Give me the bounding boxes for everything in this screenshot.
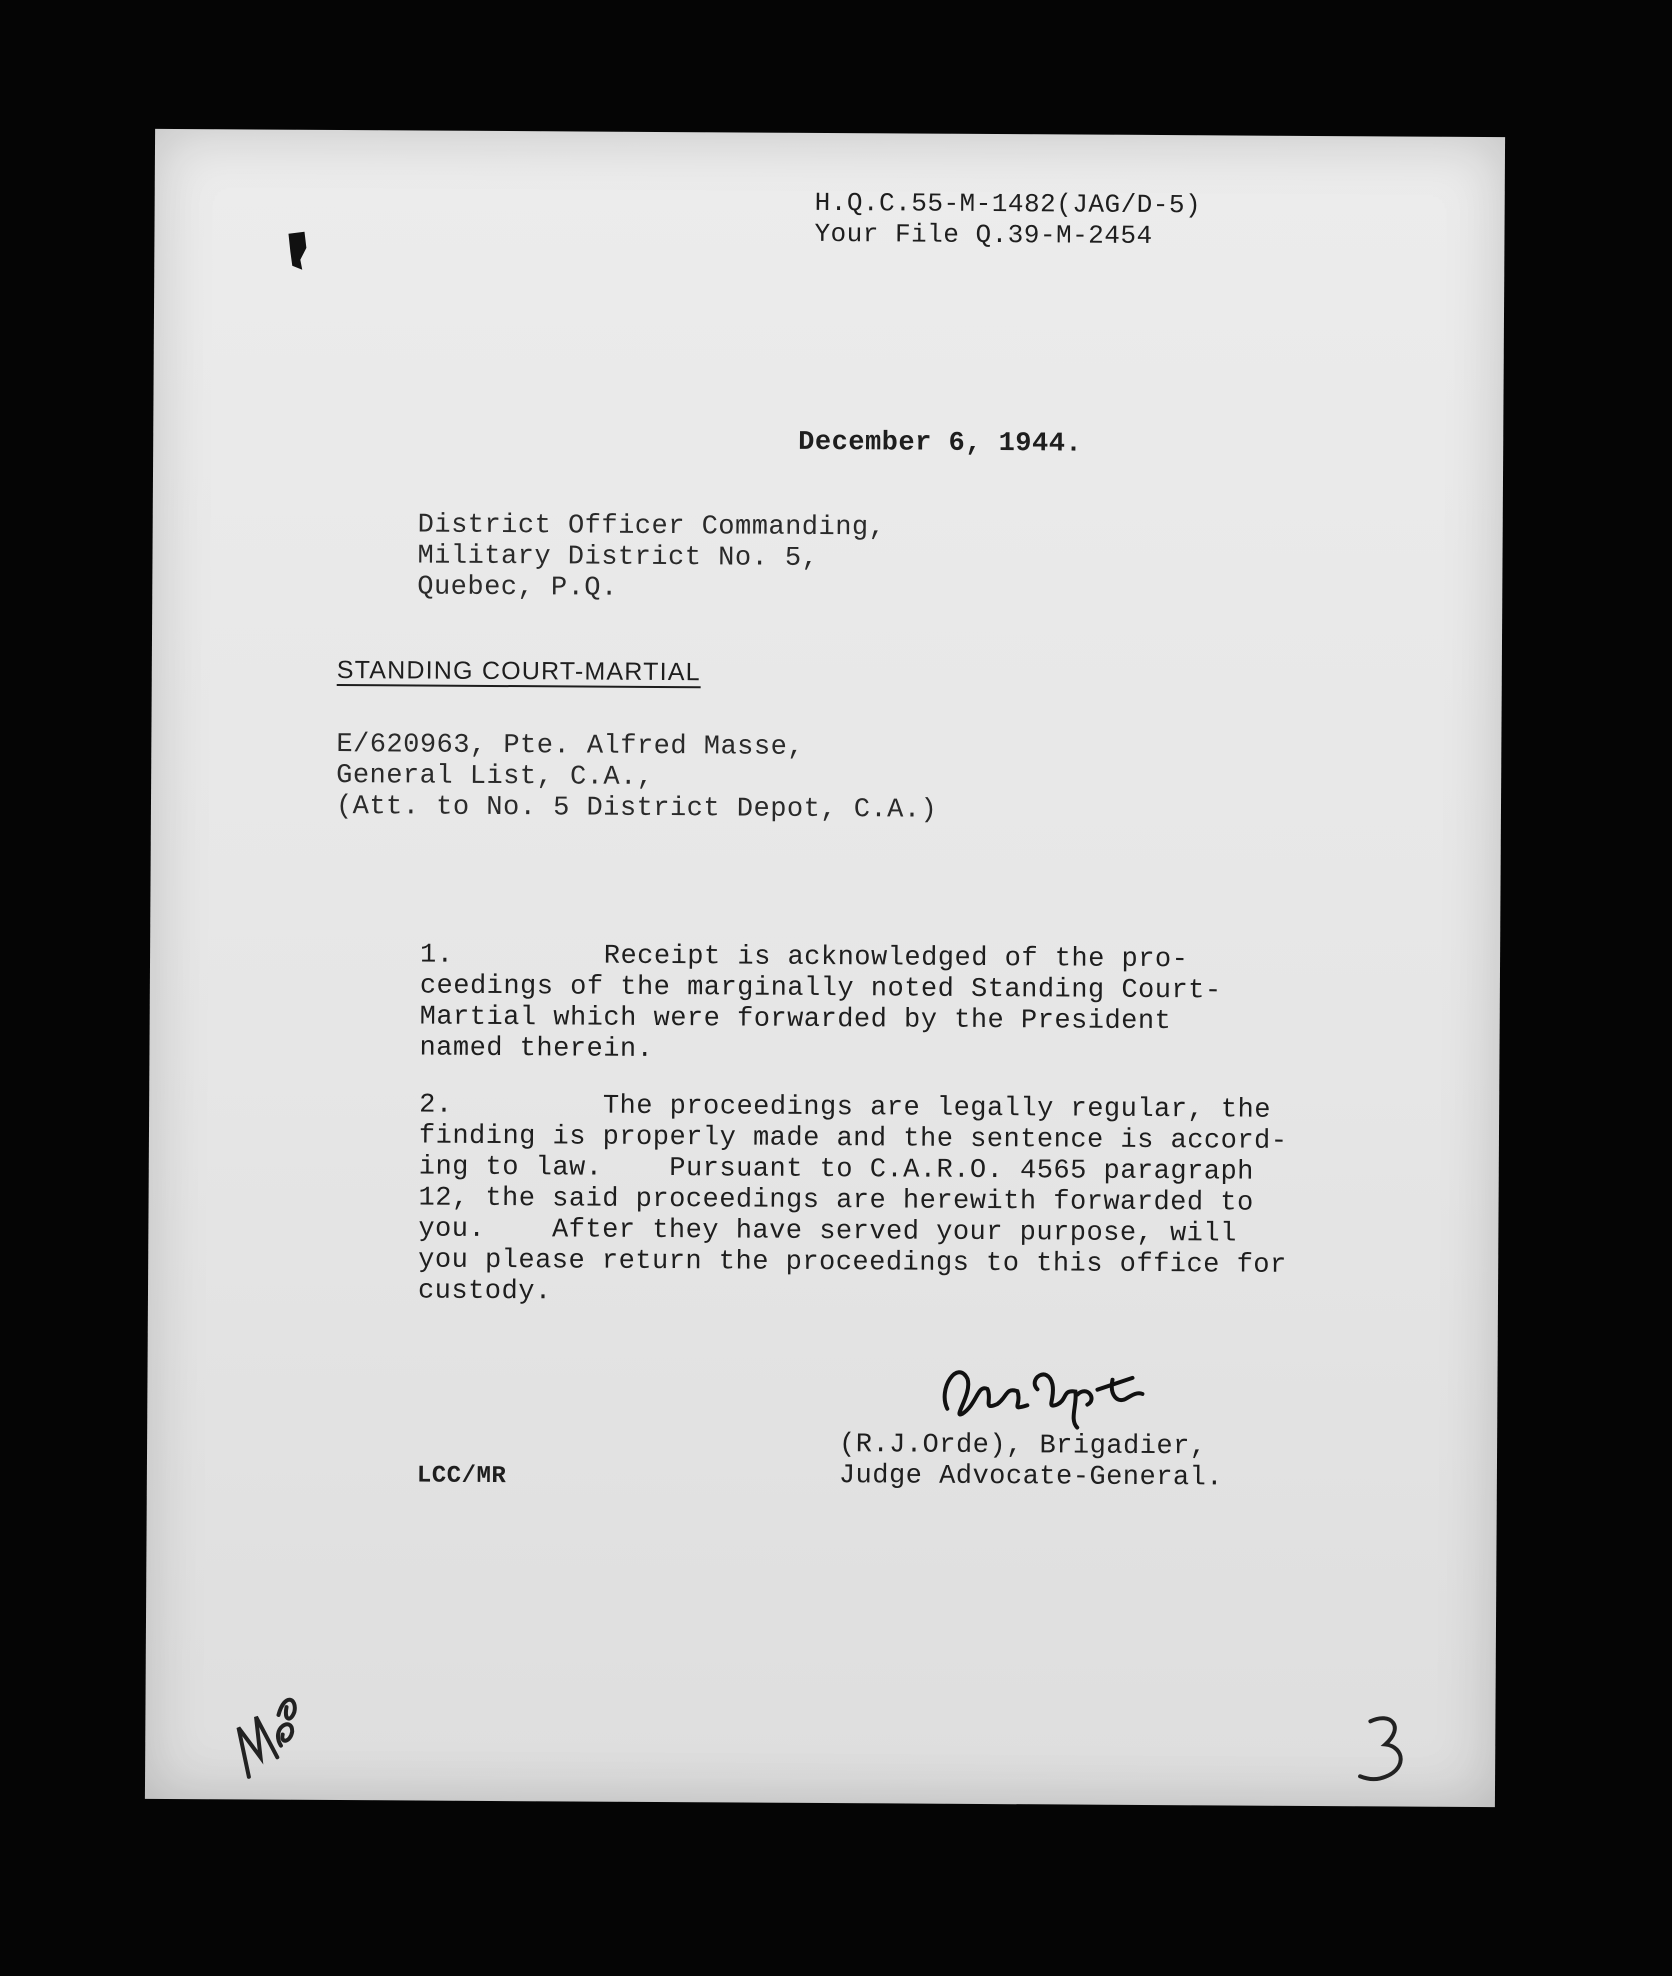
subject-heading: STANDING COURT-MARTIAL — [336, 656, 701, 687]
addressee-line-2: Military District No. 5, — [417, 541, 819, 574]
addressee-line-3: Quebec, P.Q. — [417, 572, 618, 604]
paragraph-2-line: custody. — [417, 1276, 552, 1308]
paragraph-1 — [419, 941, 1320, 1070]
handwritten-page-number — [1350, 1706, 1421, 1796]
addressee-block — [417, 511, 885, 607]
signatory-name: (R.J.Orde), Brigadier, — [838, 1430, 1207, 1463]
your-file-number: Your File Q.39-M-2454 — [814, 218, 1153, 251]
file-reference — [814, 188, 1201, 252]
paragraph-2-line: finding is properly made and the sentence is accord- — [418, 1121, 1288, 1157]
paragraph-1-line: named therein. — [419, 1033, 654, 1065]
signatory-position: Judge Advocate-General. — [838, 1461, 1224, 1494]
letter-date: December 6, 1944. — [798, 427, 1083, 460]
paragraph-2-line: you. After they have served your purpose, will — [418, 1214, 1237, 1250]
paragraph-2-line: 12, the said proceedings are herewith forwarded to — [418, 1183, 1254, 1219]
signatory-block — [839, 1430, 1224, 1494]
handwritten-margin-note — [220, 1659, 311, 1780]
ink-blot-mark — [282, 230, 312, 272]
soldier-line-3: (Att. to No. 5 District Depot, C.A.) — [335, 792, 938, 826]
paragraph-1-line: ceedings of the marginally noted Standing Court- — [419, 971, 1222, 1007]
letter-page — [145, 129, 1505, 1807]
paragraph-2-line: 2. The proceedings are legally regular, the — [419, 1090, 1272, 1126]
paragraph-1-line: Martial which were forwarded by the President — [419, 1002, 1172, 1038]
soldier-line-1: E/620963, Pte. Alfred Masse, — [336, 730, 805, 763]
paragraph-2-line: ing to law. Pursuant to C.A.R.O. 4565 paragraph — [418, 1152, 1254, 1188]
typist-initials: LCC/MR — [416, 1462, 507, 1491]
soldier-block — [336, 730, 938, 827]
soldier-line-2: General List, C.A., — [336, 761, 654, 793]
paragraph-2 — [418, 1091, 1319, 1313]
paragraph-1-line: 1. Receipt is acknowledged of the pro- — [419, 940, 1189, 976]
paragraph-2-line: you please return the proceedings to this office for — [418, 1245, 1287, 1281]
addressee-line-1: District Officer Commanding, — [417, 510, 886, 544]
hq-file-number: H.Q.C.55-M-1482(JAG/D-5) — [814, 187, 1202, 221]
